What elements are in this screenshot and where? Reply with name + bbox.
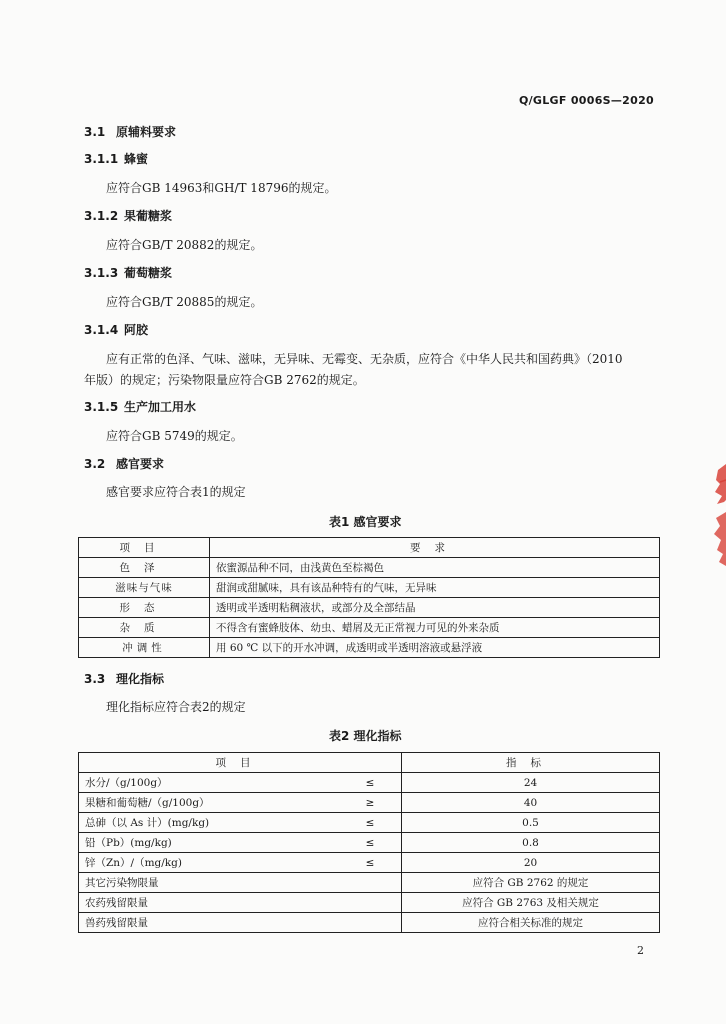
table-cell-operator: ≤ bbox=[339, 833, 402, 853]
table-cell-item: 锌（Zn）/（mg/kg) bbox=[79, 853, 340, 873]
paragraph-3-1-1: 应符合GB 14963和GH/T 18796的规定。 bbox=[106, 181, 337, 195]
table-cell-requirement: 甜润或甜腻味，具有该品种特有的气味，无异味 bbox=[210, 578, 660, 598]
document-code: Q/GLGF 0006S—2020 bbox=[518, 94, 654, 107]
paragraph-3-1-4-line1: 应有正常的色泽、气味、滋味，无异味、无霉变、无杂质，应符合《中华人民共和国药典》（2010 bbox=[106, 352, 623, 366]
table-row bbox=[79, 773, 660, 793]
table-cell-item: 兽药残留限量 bbox=[79, 913, 402, 933]
table-cell-value: 20 bbox=[402, 853, 660, 873]
heading-3-3: 3.3 理化指标 bbox=[84, 672, 165, 686]
heading-3-1-4: 3.1.4 阿胶 bbox=[84, 323, 149, 337]
table-cell-value: 应符合 GB 2763 及相关规定 bbox=[402, 893, 660, 913]
table-cell-value: 0.5 bbox=[402, 813, 660, 833]
table-cell-item: 铅（Pb）(mg/kg) bbox=[79, 833, 340, 853]
heading-3-1-3: 3.1.3 葡萄糖浆 bbox=[84, 266, 173, 280]
table-cell-value: 24 bbox=[402, 773, 660, 793]
paragraph-3-1-2: 应符合GB/T 20882的规定。 bbox=[106, 238, 263, 252]
table-row bbox=[79, 813, 660, 833]
table-row bbox=[79, 638, 660, 658]
table-cell-operator: ≤ bbox=[339, 773, 402, 793]
table-cell-requirement: 透明或半透明粘稠液状，或部分及全部结晶 bbox=[210, 598, 660, 618]
table-cell-item: 农药残留限量 bbox=[79, 893, 402, 913]
table-cell-requirement: 不得含有蜜蜂肢体、幼虫、蜡屑及无正常视力可见的外来杂质 bbox=[210, 618, 660, 638]
paragraph-3-3: 理化指标应符合表2的规定 bbox=[106, 700, 246, 714]
table-header-row bbox=[79, 753, 660, 773]
table-cell-item: 果糖和葡萄糖/（g/100g） bbox=[79, 793, 340, 813]
table-row bbox=[79, 833, 660, 853]
paragraph-3-2: 感官要求应符合表1的规定 bbox=[106, 485, 246, 499]
table-cell-operator: ≤ bbox=[339, 813, 402, 833]
table-row bbox=[79, 873, 660, 893]
table-header-row bbox=[79, 538, 660, 558]
table-sensory-requirements bbox=[78, 537, 660, 658]
paragraph-3-1-5: 应符合GB 5749的规定。 bbox=[106, 429, 243, 443]
table-row bbox=[79, 853, 660, 873]
heading-3-2: 3.2 感官要求 bbox=[84, 457, 165, 471]
table-cell-item: 冲调性 bbox=[79, 638, 210, 658]
table-row bbox=[79, 558, 660, 578]
table-cell-requirement: 用 60 ℃ 以下的开水冲调，成透明或半透明溶液或悬浮液 bbox=[210, 638, 660, 658]
table-cell-value: 应符合 GB 2762 的规定 bbox=[402, 873, 660, 893]
page-number: 2 bbox=[637, 944, 644, 957]
table-cell-item: 滋味与气味 bbox=[79, 578, 210, 598]
table-physicochemical-indicators bbox=[78, 752, 660, 933]
table-row bbox=[79, 618, 660, 638]
table-row bbox=[79, 578, 660, 598]
table-cell-item: 总砷（以 As 计）(mg/kg) bbox=[79, 813, 340, 833]
heading-3-1: 3.1 原辅料要求 bbox=[84, 125, 177, 139]
heading-3-1-2: 3.1.2 果葡糖浆 bbox=[84, 209, 173, 223]
heading-3-1-1: 3.1.1 蜂蜜 bbox=[84, 152, 149, 166]
table-header-cell: 要求 bbox=[210, 538, 660, 558]
table-header-cell: 项目 bbox=[79, 538, 210, 558]
table1-caption: 表1 感官要求 bbox=[329, 515, 402, 529]
table-cell-value: 40 bbox=[402, 793, 660, 813]
table-cell-item: 杂质 bbox=[79, 618, 210, 638]
table-cell-operator: ≥ bbox=[339, 793, 402, 813]
table-row bbox=[79, 598, 660, 618]
seal-stamp-icon bbox=[712, 462, 726, 582]
table-row bbox=[79, 913, 660, 933]
table-cell-value: 0.8 bbox=[402, 833, 660, 853]
table-header-cell: 指标 bbox=[402, 753, 660, 773]
paragraph-3-1-3: 应符合GB/T 20885的规定。 bbox=[106, 295, 263, 309]
heading-3-1-5: 3.1.5 生产加工用水 bbox=[84, 400, 197, 414]
table2-caption: 表2 理化指标 bbox=[329, 729, 402, 743]
table-cell-item: 其它污染物限量 bbox=[79, 873, 402, 893]
table-cell-item: 形态 bbox=[79, 598, 210, 618]
table-cell-value: 应符合相关标准的规定 bbox=[402, 913, 660, 933]
paragraph-3-1-4-line2: 年版）的规定；污染物限量应符合GB 2762的规定。 bbox=[84, 373, 365, 387]
table-row bbox=[79, 893, 660, 913]
table-cell-item: 色泽 bbox=[79, 558, 210, 578]
table-cell-requirement: 依蜜源品种不同，由浅黄色至棕褐色 bbox=[210, 558, 660, 578]
table-header-cell: 项目 bbox=[79, 753, 402, 773]
table-row bbox=[79, 793, 660, 813]
table-cell-operator: ≤ bbox=[339, 853, 402, 873]
table-cell-item: 水分/（g/100g） bbox=[79, 773, 340, 793]
